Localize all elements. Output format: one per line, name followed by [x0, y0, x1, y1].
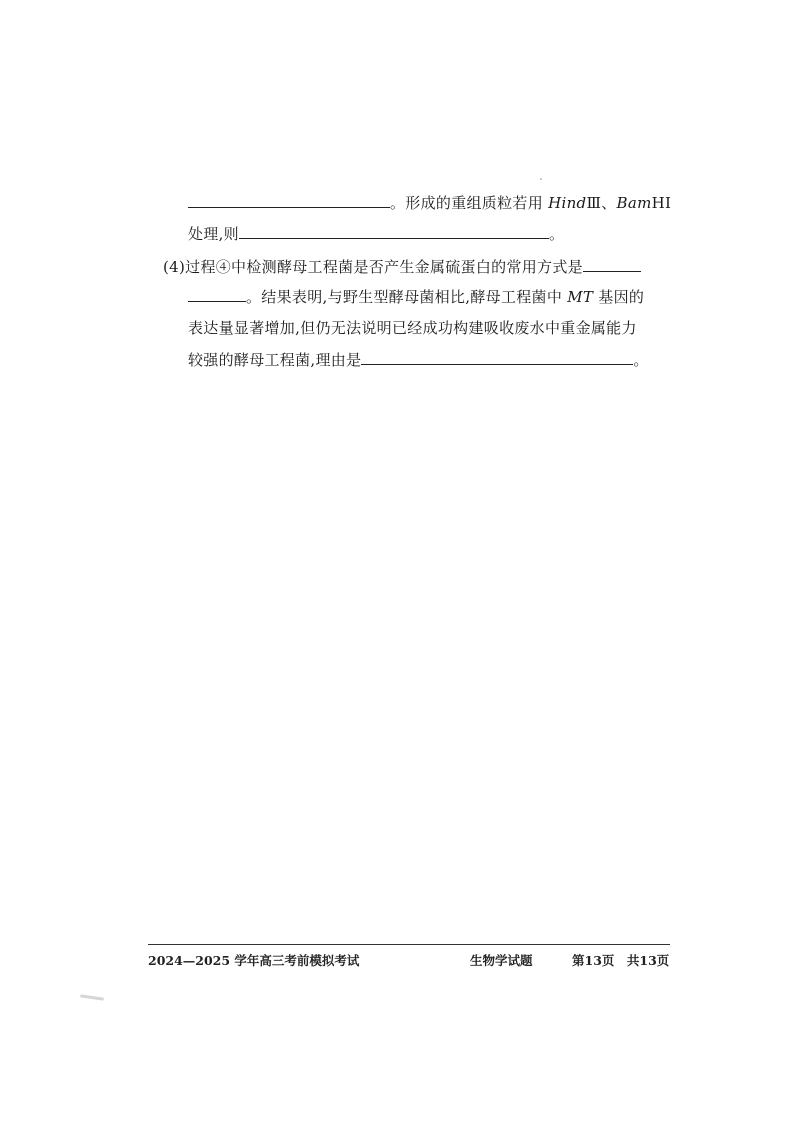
footer-divider	[148, 944, 670, 945]
scan-speck	[540, 178, 542, 180]
footer-exam-title: 2024—2025 学年高三考前模拟考试	[148, 953, 360, 968]
line2-end: 。	[548, 225, 565, 243]
footer-page-number: 第13页 共13页	[572, 953, 670, 968]
gene-mt: MT	[567, 288, 594, 306]
question-line-1	[188, 193, 671, 213]
part4-line-3	[188, 318, 637, 338]
enzyme-hind: Hind	[548, 194, 587, 212]
line1-text: 。形成的重组质粒若用	[390, 194, 544, 212]
enzyme-hind-suffix: Ⅲ	[586, 194, 602, 212]
footer-subject: 生物学试题	[470, 953, 533, 968]
part4-text-2b: 基因的	[598, 288, 645, 306]
part4-text-1: (4)过程④中检测酵母工程菌是否产生金属硫蛋白的常用方式是	[163, 258, 583, 276]
enzyme-bam: Bam	[616, 194, 652, 212]
line2-text: 处理,则	[188, 225, 239, 243]
scan-smudge	[80, 994, 104, 1000]
part4-text-3: 表达量显著增加,但仍无法说明已经成功构建吸收废水中重金属能力	[188, 319, 637, 337]
answer-blank-5[interactable]	[361, 350, 633, 365]
answer-blank-1[interactable]	[188, 193, 390, 208]
part4-end: 。	[633, 351, 649, 369]
question-line-2	[188, 224, 564, 244]
answer-blank-2[interactable]	[239, 224, 549, 239]
enzyme-separator: 、	[601, 194, 617, 212]
part4-text-2a: 。结果表明,与野生型酵母菌相比,酵母工程菌中	[246, 288, 563, 306]
answer-blank-3[interactable]	[583, 257, 641, 272]
part4-line-4	[188, 350, 649, 370]
answer-blank-4[interactable]	[188, 287, 246, 302]
enzyme-bam-suffix: HⅠ	[651, 194, 672, 212]
part4-line-2	[188, 287, 644, 307]
part4-text-4: 较强的酵母工程菌,理由是	[188, 351, 362, 369]
part4-line-1	[163, 257, 641, 277]
